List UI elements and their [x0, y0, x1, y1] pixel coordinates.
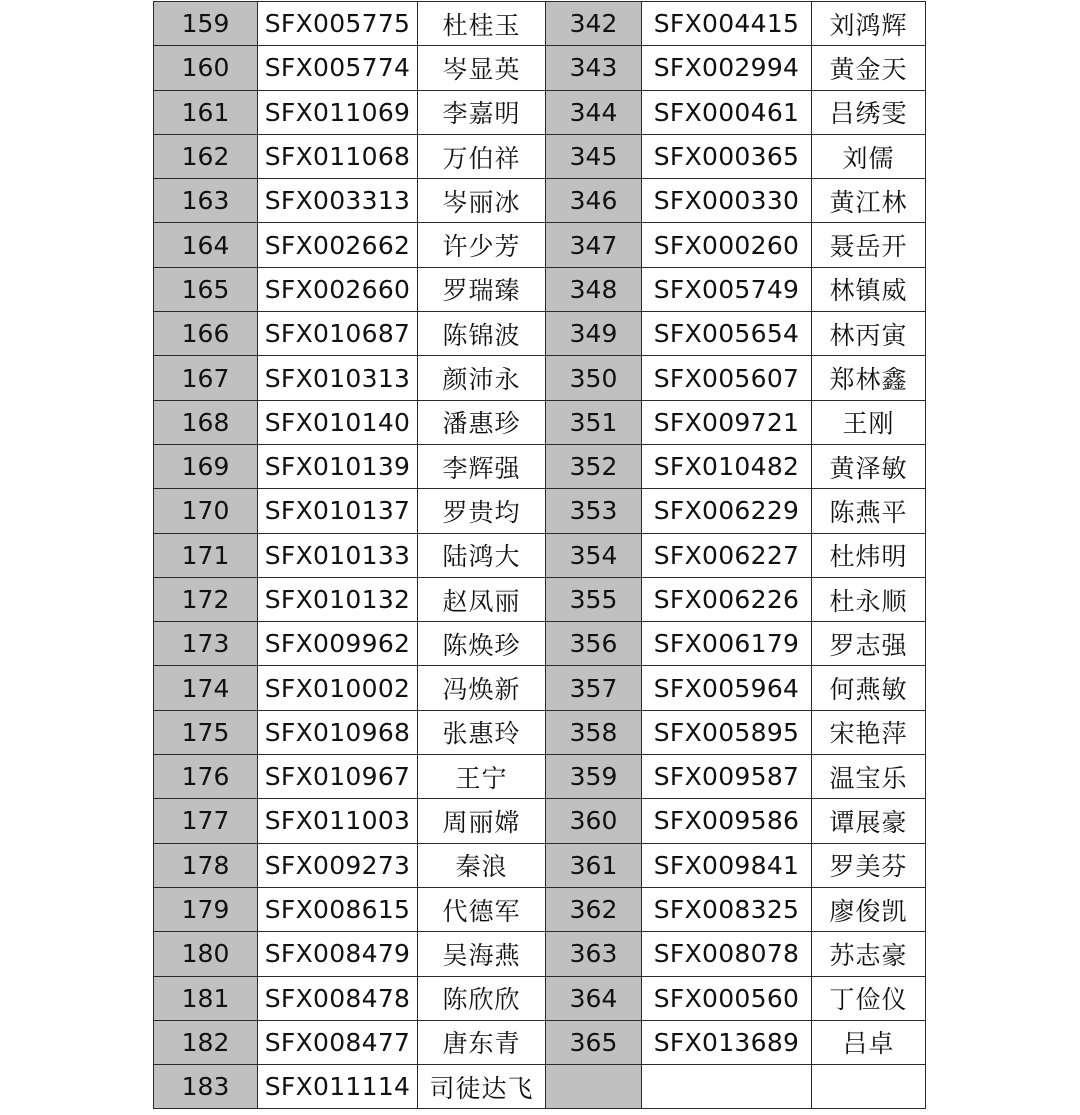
left-entry-code: SFX003313	[258, 179, 418, 223]
table-row	[154, 932, 926, 976]
left-entry-number: 164	[154, 223, 258, 267]
left-entry-number: 171	[154, 533, 258, 577]
table-row	[154, 799, 926, 843]
left-entry-code: SFX010968	[258, 710, 418, 754]
right-entry-number: 343	[546, 46, 642, 90]
table-row	[154, 267, 926, 311]
left-entry-number: 167	[154, 356, 258, 400]
table-row	[154, 622, 926, 666]
left-entry-code: SFX005775	[258, 2, 418, 46]
left-entry-code: SFX010967	[258, 755, 418, 799]
table-row	[154, 843, 926, 887]
right-entry-code: SFX000461	[642, 90, 812, 134]
table-row	[154, 312, 926, 356]
right-entry-number: 359	[546, 755, 642, 799]
right-entry-name: 何燕敏	[812, 666, 926, 710]
table-row	[154, 2, 926, 46]
right-entry-number	[546, 1065, 642, 1109]
right-entry-code: SFX005749	[642, 267, 812, 311]
left-entry-name: 李嘉明	[418, 90, 546, 134]
right-entry-code: SFX005964	[642, 666, 812, 710]
left-entry-name: 赵凤丽	[418, 577, 546, 621]
left-entry-name: 颜沛永	[418, 356, 546, 400]
right-entry-number: 361	[546, 843, 642, 887]
left-entry-number: 168	[154, 400, 258, 444]
table-row	[154, 710, 926, 754]
left-entry-number: 179	[154, 887, 258, 931]
left-entry-name: 秦浪	[418, 843, 546, 887]
right-entry-name	[812, 1065, 926, 1109]
table-row	[154, 755, 926, 799]
table-row	[154, 1020, 926, 1064]
right-entry-name: 苏志豪	[812, 932, 926, 976]
left-entry-code: SFX011003	[258, 799, 418, 843]
right-entry-name: 廖俊凯	[812, 887, 926, 931]
right-entry-number: 362	[546, 887, 642, 931]
left-entry-code: SFX010132	[258, 577, 418, 621]
right-entry-name: 聂岳开	[812, 223, 926, 267]
right-entry-number: 365	[546, 1020, 642, 1064]
left-entry-number: 176	[154, 755, 258, 799]
right-entry-code: SFX004415	[642, 2, 812, 46]
right-entry-code: SFX008078	[642, 932, 812, 976]
right-entry-name: 刘儒	[812, 134, 926, 178]
left-entry-number: 178	[154, 843, 258, 887]
left-entry-number: 162	[154, 134, 258, 178]
right-entry-number: 344	[546, 90, 642, 134]
table-row	[154, 489, 926, 533]
table-row	[154, 90, 926, 134]
right-entry-name: 黄泽敏	[812, 444, 926, 488]
left-entry-number: 174	[154, 666, 258, 710]
right-entry-name: 吕卓	[812, 1020, 926, 1064]
right-entry-code: SFX005895	[642, 710, 812, 754]
right-entry-number: 348	[546, 267, 642, 311]
left-entry-code: SFX002660	[258, 267, 418, 311]
left-entry-number: 161	[154, 90, 258, 134]
right-entry-name: 丁俭仪	[812, 976, 926, 1020]
left-entry-name: 万伯祥	[418, 134, 546, 178]
left-entry-name: 陈焕珍	[418, 622, 546, 666]
table-row	[154, 356, 926, 400]
left-entry-name: 李辉强	[418, 444, 546, 488]
right-entry-name: 谭展豪	[812, 799, 926, 843]
table-row	[154, 887, 926, 931]
left-entry-code: SFX005774	[258, 46, 418, 90]
right-entry-code: SFX006179	[642, 622, 812, 666]
left-entry-code: SFX011114	[258, 1065, 418, 1109]
left-entry-name: 岑显英	[418, 46, 546, 90]
left-entry-name: 潘惠珍	[418, 400, 546, 444]
right-entry-number: 356	[546, 622, 642, 666]
left-entry-name: 冯焕新	[418, 666, 546, 710]
right-entry-number: 363	[546, 932, 642, 976]
left-entry-name: 张惠玲	[418, 710, 546, 754]
table-row	[154, 444, 926, 488]
left-entry-number: 165	[154, 267, 258, 311]
left-entry-code: SFX008477	[258, 1020, 418, 1064]
left-entry-number: 163	[154, 179, 258, 223]
right-entry-code: SFX000365	[642, 134, 812, 178]
left-entry-number: 172	[154, 577, 258, 621]
right-entry-number: 352	[546, 444, 642, 488]
left-entry-number: 180	[154, 932, 258, 976]
right-entry-number: 350	[546, 356, 642, 400]
left-entry-number: 170	[154, 489, 258, 533]
left-entry-name: 岑丽冰	[418, 179, 546, 223]
right-entry-name: 王刚	[812, 400, 926, 444]
right-entry-number: 360	[546, 799, 642, 843]
left-entry-name: 陈欣欣	[418, 976, 546, 1020]
left-entry-code: SFX010133	[258, 533, 418, 577]
table-row	[154, 134, 926, 178]
roster-body	[154, 2, 926, 1109]
right-entry-code	[642, 1065, 812, 1109]
table-row	[154, 179, 926, 223]
right-entry-name: 黄江林	[812, 179, 926, 223]
right-entry-name: 温宝乐	[812, 755, 926, 799]
right-entry-name: 吕绣雯	[812, 90, 926, 134]
right-entry-number: 357	[546, 666, 642, 710]
table-row	[154, 400, 926, 444]
right-entry-code: SFX006229	[642, 489, 812, 533]
right-entry-code: SFX005607	[642, 356, 812, 400]
left-entry-number: 181	[154, 976, 258, 1020]
right-entry-name: 陈燕平	[812, 489, 926, 533]
left-entry-number: 169	[154, 444, 258, 488]
right-entry-code: SFX008325	[642, 887, 812, 931]
right-entry-code: SFX000560	[642, 976, 812, 1020]
left-entry-name: 罗贵均	[418, 489, 546, 533]
right-entry-code: SFX009721	[642, 400, 812, 444]
right-entry-name: 罗志强	[812, 622, 926, 666]
left-entry-name: 代德军	[418, 887, 546, 931]
right-entry-code: SFX002994	[642, 46, 812, 90]
right-entry-code: SFX010482	[642, 444, 812, 488]
right-entry-name: 刘鸿辉	[812, 2, 926, 46]
left-entry-code: SFX010139	[258, 444, 418, 488]
left-entry-number: 183	[154, 1065, 258, 1109]
table-row	[154, 46, 926, 90]
roster-table	[153, 1, 926, 1109]
right-entry-number: 354	[546, 533, 642, 577]
right-entry-number: 346	[546, 179, 642, 223]
table-row	[154, 223, 926, 267]
left-entry-code: SFX009962	[258, 622, 418, 666]
right-entry-number: 351	[546, 400, 642, 444]
left-entry-code: SFX010313	[258, 356, 418, 400]
right-entry-number: 349	[546, 312, 642, 356]
left-entry-code: SFX008478	[258, 976, 418, 1020]
right-entry-number: 347	[546, 223, 642, 267]
left-entry-number: 166	[154, 312, 258, 356]
right-entry-name: 郑林鑫	[812, 356, 926, 400]
right-entry-code: SFX006227	[642, 533, 812, 577]
left-entry-number: 175	[154, 710, 258, 754]
left-entry-name: 吴海燕	[418, 932, 546, 976]
table-row	[154, 1065, 926, 1109]
left-entry-code: SFX010140	[258, 400, 418, 444]
left-entry-name: 许少芳	[418, 223, 546, 267]
left-entry-code: SFX002662	[258, 223, 418, 267]
right-entry-code: SFX006226	[642, 577, 812, 621]
left-entry-name: 司徒达飞	[418, 1065, 546, 1109]
table-row	[154, 666, 926, 710]
left-entry-code: SFX009273	[258, 843, 418, 887]
left-entry-name: 罗瑞臻	[418, 267, 546, 311]
right-entry-number: 355	[546, 577, 642, 621]
right-entry-name: 罗美芬	[812, 843, 926, 887]
right-entry-number: 345	[546, 134, 642, 178]
left-entry-number: 160	[154, 46, 258, 90]
right-entry-name: 林镇威	[812, 267, 926, 311]
left-entry-code: SFX011069	[258, 90, 418, 134]
right-entry-code: SFX000330	[642, 179, 812, 223]
left-entry-name: 王宁	[418, 755, 546, 799]
left-entry-number: 173	[154, 622, 258, 666]
left-entry-code: SFX010687	[258, 312, 418, 356]
left-entry-code: SFX010002	[258, 666, 418, 710]
right-entry-number: 342	[546, 2, 642, 46]
table-row	[154, 976, 926, 1020]
right-entry-code: SFX009841	[642, 843, 812, 887]
right-entry-code: SFX009587	[642, 755, 812, 799]
right-entry-number: 353	[546, 489, 642, 533]
left-entry-number: 177	[154, 799, 258, 843]
table-row	[154, 577, 926, 621]
left-entry-number: 182	[154, 1020, 258, 1064]
left-entry-name: 陈锦波	[418, 312, 546, 356]
left-entry-number: 159	[154, 2, 258, 46]
right-entry-code: SFX013689	[642, 1020, 812, 1064]
left-entry-code: SFX010137	[258, 489, 418, 533]
left-entry-name: 陆鸿大	[418, 533, 546, 577]
right-entry-code: SFX009586	[642, 799, 812, 843]
right-entry-number: 364	[546, 976, 642, 1020]
right-entry-name: 宋艳萍	[812, 710, 926, 754]
right-entry-code: SFX005654	[642, 312, 812, 356]
table-row	[154, 533, 926, 577]
right-entry-code: SFX000260	[642, 223, 812, 267]
right-entry-number: 358	[546, 710, 642, 754]
left-entry-name: 周丽嫦	[418, 799, 546, 843]
left-entry-code: SFX011068	[258, 134, 418, 178]
left-entry-name: 杜桂玉	[418, 2, 546, 46]
right-entry-name: 杜永顺	[812, 577, 926, 621]
right-entry-name: 林丙寅	[812, 312, 926, 356]
left-entry-name: 唐东青	[418, 1020, 546, 1064]
right-entry-name: 黄金天	[812, 46, 926, 90]
left-entry-code: SFX008479	[258, 932, 418, 976]
right-entry-name: 杜炜明	[812, 533, 926, 577]
left-entry-code: SFX008615	[258, 887, 418, 931]
